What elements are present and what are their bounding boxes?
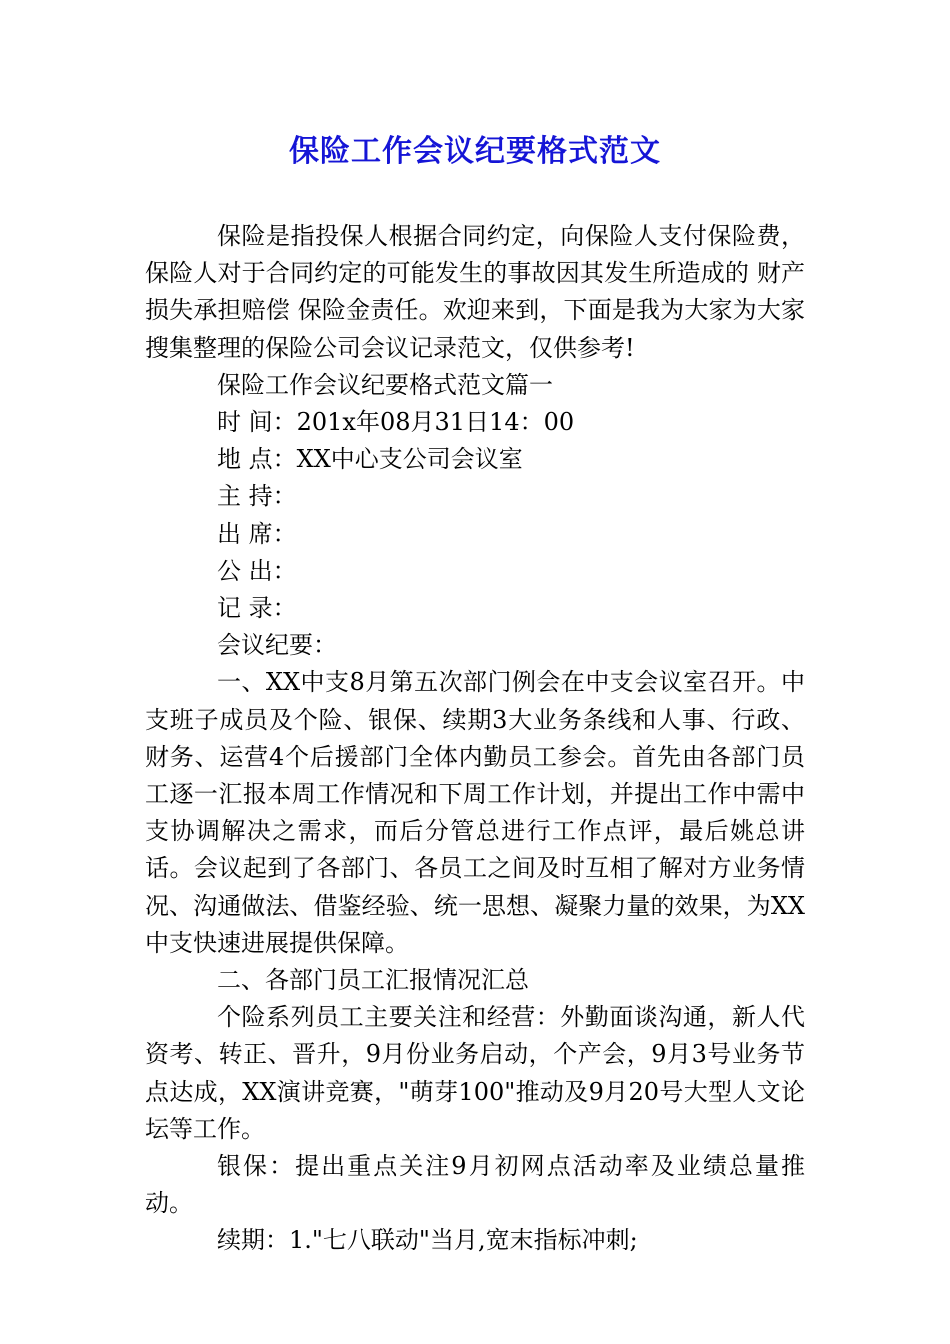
- meeting-host: 主 持：: [217, 482, 297, 511]
- section-heading: 保险工作会议纪要格式范文篇一: [217, 370, 553, 399]
- meeting-location: 地 点：XX中心支公司会议室: [217, 445, 523, 474]
- document-title: 保险工作会议纪要格式范文: [289, 134, 661, 169]
- minutes-paragraph-individual: 个险系列员工主要关注和经营：外勤面谈沟通，新人代资考、转正、晋升，9月份业务启动，个产会，9月3号业务节点达成，XX演讲竞赛，"萌芽100"推动及9月20号大型人文论坛等工作。: [145, 1003, 805, 1143]
- document-body: [145, 218, 805, 1260]
- minutes-label: 会议纪要：: [217, 631, 337, 660]
- meeting-recorder: 记 录：: [217, 594, 297, 623]
- minutes-paragraph-renewal: 续期：1."七八联动"当月,宽末指标冲刺;: [217, 1226, 638, 1255]
- intro-paragraph: 保险是指投保人根据合同约定，向保险人支付保险费，保险人对于合同约定的可能发生的事故因其发生所造成的 财产损失承担赔偿 保险金责任。欢迎来到，下面是我为大家为大家搜集整理的保险公司会议记录范文，仅供参考!: [145, 222, 805, 362]
- meeting-absent: 公 出：: [217, 556, 297, 585]
- minutes-heading-2: 二、各部门员工汇报情况汇总: [217, 966, 529, 995]
- meeting-attendees: 出 席：: [217, 519, 297, 548]
- minutes-paragraph-bank: 银保：提出重点关注9月初网点活动率及业绩总量推动。: [145, 1152, 805, 1218]
- minutes-paragraph-1: 一、XX中支8月第五次部门例会在中支会议室召开。中支班子成员及个险、银保、续期3大业务条线和人事、行政、财务、运营4个后援部门全体内勤员工参会。首先由各部门员工逐一汇报本周工作情况和下周工作计划，并提出工作中需中支协调解决之需求，而后分管总进行工作点评，最后姚总讲话。会议起到了各部门、各员工之间及时互相了解对方业务情况、沟通做法、借鉴经验、统一思想、凝聚力量的效果，为XX中支快速进展提供保障。: [145, 668, 805, 957]
- meeting-time: 时 间：201x年08月31日14：00: [217, 408, 575, 437]
